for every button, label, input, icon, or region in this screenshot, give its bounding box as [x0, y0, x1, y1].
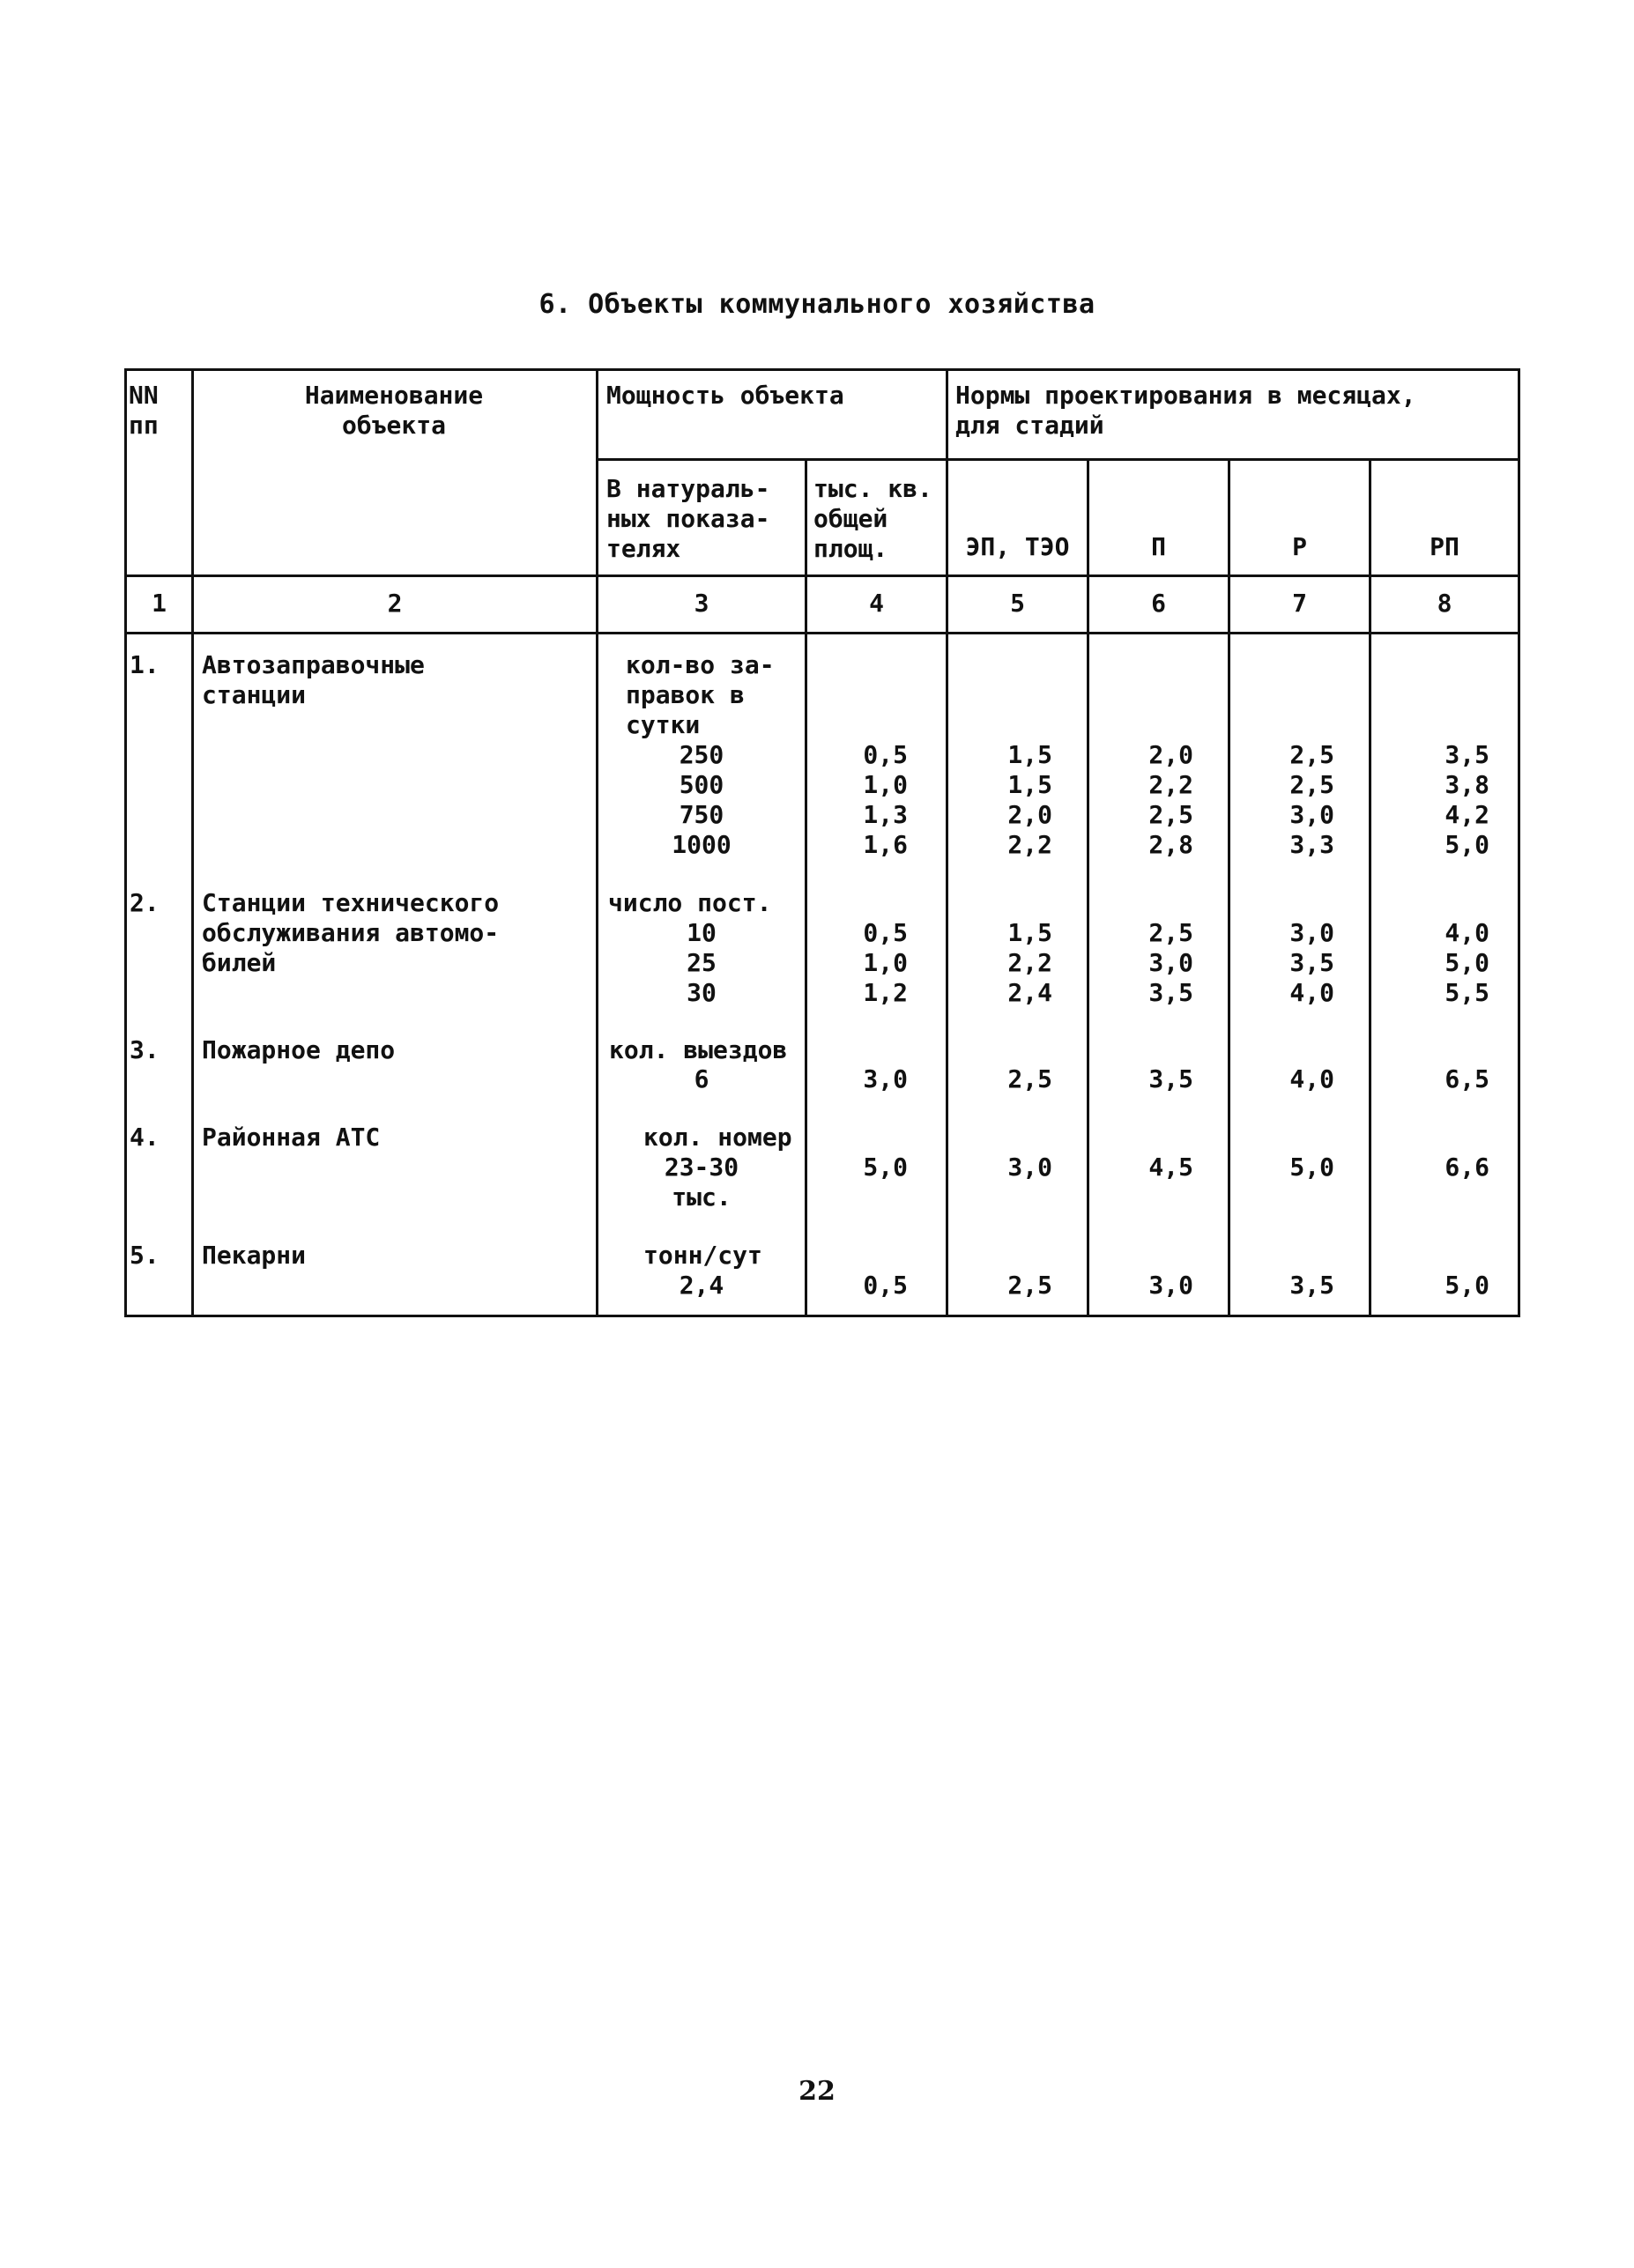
header-nn: NN пп	[129, 381, 159, 440]
row-area: 5,0	[863, 1153, 908, 1182]
row-rp: 6,5	[1445, 1064, 1489, 1093]
header-mid-rule	[596, 458, 1520, 461]
col-number: 4	[869, 589, 884, 618]
row-natural-values: 250 500 750 1000	[672, 740, 732, 859]
row-p: 2,0 2,2 2,5 2,8	[1148, 740, 1193, 859]
row-name: Станции технического обслуживания автомо- билей	[202, 888, 500, 977]
row-r: 3,5	[1289, 1271, 1334, 1300]
row-natural-values: 2,4	[679, 1271, 724, 1300]
row-area: 0,5	[863, 1271, 908, 1300]
row-name: Пекарни	[202, 1241, 307, 1270]
row-name: Районная АТС	[202, 1123, 381, 1152]
col-number: 7	[1292, 589, 1307, 618]
row-area: 0,5 1,0 1,2	[863, 918, 908, 1007]
header-stage-rp: РП	[1430, 532, 1459, 561]
table-top-border	[124, 368, 1520, 371]
header-norms: Нормы проектирования в месяцах, для стадий	[955, 381, 1416, 440]
row-name: Пожарное депо	[202, 1035, 396, 1064]
col-number: 5	[1010, 589, 1025, 618]
row-natural-label: кол. номер	[643, 1123, 792, 1152]
row-ep: 2,5	[1007, 1064, 1052, 1093]
row-number: 4.	[130, 1123, 160, 1152]
header-natural: В натураль- ных показа- телях	[606, 474, 770, 563]
col-number: 1	[152, 589, 167, 618]
page-number: 22	[798, 2076, 836, 2107]
table-right-border	[1518, 368, 1520, 1317]
row-rp: 5,0	[1445, 1271, 1489, 1300]
row-natural-label: тонн/сут	[643, 1241, 762, 1270]
row-natural-label: кол-во за- правок в сутки	[626, 650, 775, 739]
table-bottom-border	[124, 1315, 1520, 1317]
col-divider-7	[1369, 458, 1371, 1317]
col-divider-5	[1087, 458, 1089, 1317]
row-r: 4,0	[1289, 1064, 1334, 1093]
row-p: 3,0	[1148, 1271, 1193, 1300]
row-p: 2,5 3,0 3,5	[1148, 918, 1193, 1007]
row-number: 2.	[130, 888, 160, 917]
row-rp: 4,0 5,0 5,5	[1445, 918, 1489, 1007]
row-natural-values: 23-30 тыс.	[664, 1153, 739, 1212]
col-number: 3	[694, 589, 709, 618]
section-title: 6. Объекты коммунального хозяйства	[538, 289, 1096, 320]
row-name: Автозаправочные станции	[202, 650, 425, 709]
row-ep: 1,5 1,5 2,0 2,2	[1007, 740, 1052, 859]
row-rp: 3,5 3,8 4,2 5,0	[1445, 740, 1489, 859]
col-divider-3	[805, 458, 807, 1317]
header-stage-p: П	[1151, 532, 1166, 561]
row-rp: 6,6	[1445, 1153, 1489, 1182]
col-number: 2	[387, 589, 403, 618]
col-divider-6	[1228, 458, 1230, 1317]
row-number: 1.	[130, 650, 160, 679]
row-area: 3,0	[863, 1064, 908, 1093]
row-r: 2,5 2,5 3,0 3,3	[1289, 740, 1334, 859]
header-area: тыс. кв. общей площ.	[813, 474, 932, 563]
row-p: 3,5	[1148, 1064, 1193, 1093]
header-stage-r: Р	[1292, 532, 1307, 561]
row-p: 4,5	[1148, 1153, 1193, 1182]
row-natural-values: 10 25 30	[687, 918, 717, 1007]
row-natural-values: 6	[694, 1064, 709, 1093]
header-bottom-rule	[124, 574, 1520, 577]
table-left-border	[124, 368, 127, 1317]
row-ep: 1,5 2,2 2,4	[1007, 918, 1052, 1007]
row-ep: 2,5	[1007, 1271, 1052, 1300]
row-number: 5.	[130, 1241, 160, 1270]
row-area: 0,5 1,0 1,3 1,6	[863, 740, 908, 859]
header-power: Мощность объекта	[606, 381, 844, 410]
row-natural-label: кол. выездов	[609, 1035, 788, 1064]
col-divider-1	[191, 368, 194, 1317]
row-r: 3,0 3,5 4,0	[1289, 918, 1334, 1007]
header-name: Наименование объекта	[304, 381, 484, 440]
col-number: 6	[1151, 589, 1166, 618]
row-r: 5,0	[1289, 1153, 1334, 1182]
row-ep: 3,0	[1007, 1153, 1052, 1182]
header-stage-ep: ЭП, ТЭО	[965, 532, 1070, 561]
colnum-bottom-rule	[124, 632, 1520, 634]
row-number: 3.	[130, 1035, 160, 1064]
col-number: 8	[1437, 589, 1452, 618]
row-natural-label: число пост.	[608, 888, 772, 917]
